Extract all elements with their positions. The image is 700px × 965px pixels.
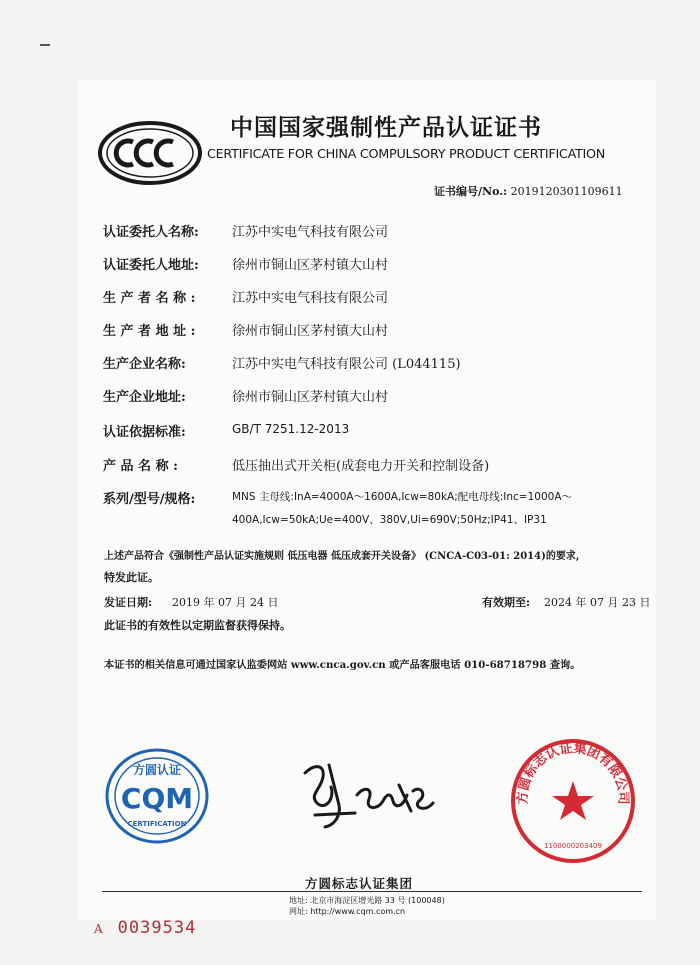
cqm-bottom-text: CERTIFICATION <box>127 820 187 828</box>
cert-number-value: 2019120301109611 <box>510 185 623 198</box>
factory-address-value: 徐州市铜山区茅村镇大山村 <box>232 390 389 405</box>
title-en: CERTIFICATE FOR CHINA COMPULSORY PRODUCT CERTIFICATION <box>207 147 606 162</box>
serial-number <box>94 918 196 938</box>
cqm-top-text: 方圆认证 <box>132 763 182 777</box>
cqm-main-text: CQM <box>120 782 194 815</box>
cert-number <box>434 183 623 199</box>
standard-value: GB/T 7251.12-2013 <box>232 422 350 436</box>
footer-divider <box>102 891 642 892</box>
product-name-label: 产 品 名 称 : <box>103 459 178 474</box>
manufacturer-address-label: 生 产 者 地 址 : <box>103 324 196 339</box>
ccc-logo-icon <box>95 118 205 188</box>
seal-arc-text: 方圆标志认证集团有限公司 <box>515 741 631 805</box>
validity-note: 此证书的有效性以定期监督获得保持。 <box>104 619 291 632</box>
statement-line-2: 特发此证。 <box>104 571 159 584</box>
manufacturer-name-label: 生 产 者 名 称 : <box>103 291 196 306</box>
spec-line-1: MNS 主母线:InA=4000A～1600A,Icw=80kA;配电母线:Inc=1000A～ <box>232 491 573 503</box>
standard-label: 认证依据标准: <box>103 425 186 440</box>
manufacturer-address-value: 徐州市铜山区茅村镇大山村 <box>232 324 389 339</box>
factory-name-label: 生产企业名称: <box>103 357 186 372</box>
product-name-value: 低压抽出式开关柜(成套电力开关和控制设备) <box>232 459 490 474</box>
info-note: 本证书的相关信息可通过国家认监委网站 www.cnca.gov.cn 或产品客服电话 010-68718798 查询。 <box>104 659 581 671</box>
signature <box>295 755 445 835</box>
cert-number-label: 证书编号/No.: <box>434 185 508 198</box>
footer-org: 方圆标志认证集团 <box>305 876 414 891</box>
client-name-label: 认证委托人名称: <box>103 225 199 240</box>
factory-address-label: 生产企业地址: <box>103 390 186 405</box>
factory-name-value: 江苏中实电气科技有限公司 (L044115) <box>232 357 461 372</box>
client-address-label: 认证委托人地址: <box>103 258 199 273</box>
serial-value: 0039534 <box>117 918 197 938</box>
footer-website: 网址: http://www.cqm.com.cn <box>289 907 406 916</box>
issue-date-value: 2019 年 07 月 24 日 <box>172 596 279 609</box>
footer-address: 地址: 北京市海淀区增光路 33 号 (100048) <box>289 896 445 905</box>
expiry-date-label: 有效期至: <box>482 596 531 609</box>
manufacturer-name-value: 江苏中实电气科技有限公司 <box>232 291 389 306</box>
scan-edge-mark <box>40 44 50 46</box>
client-name-value: 江苏中实电气科技有限公司 <box>232 225 389 240</box>
serial-prefix: A <box>94 922 104 936</box>
statement-line-1: 上述产品符合《强制性产品认证实施规则 低压电器 低压成套开关设备》 (CNCA-C03-01: 2014)的要求, <box>104 551 580 562</box>
issue-date-label: 发证日期: <box>104 596 153 609</box>
expiry-date-value: 2024 年 07 月 23 日 <box>544 596 651 609</box>
client-address-value: 徐州市铜山区茅村镇大山村 <box>232 258 389 273</box>
seal-number: 1100000203409 <box>544 842 602 850</box>
title-cn: 中国国家强制性产品认证证书 <box>230 114 542 141</box>
spec-label: 系列/型号/规格: <box>103 492 196 507</box>
company-seal <box>508 736 638 866</box>
cqm-logo-icon <box>103 746 211 846</box>
spec-line-2: 400A,Icw=50kA;Ue=400V、380V,Ui=690V;50Hz;IP41、IP31 <box>232 514 547 526</box>
